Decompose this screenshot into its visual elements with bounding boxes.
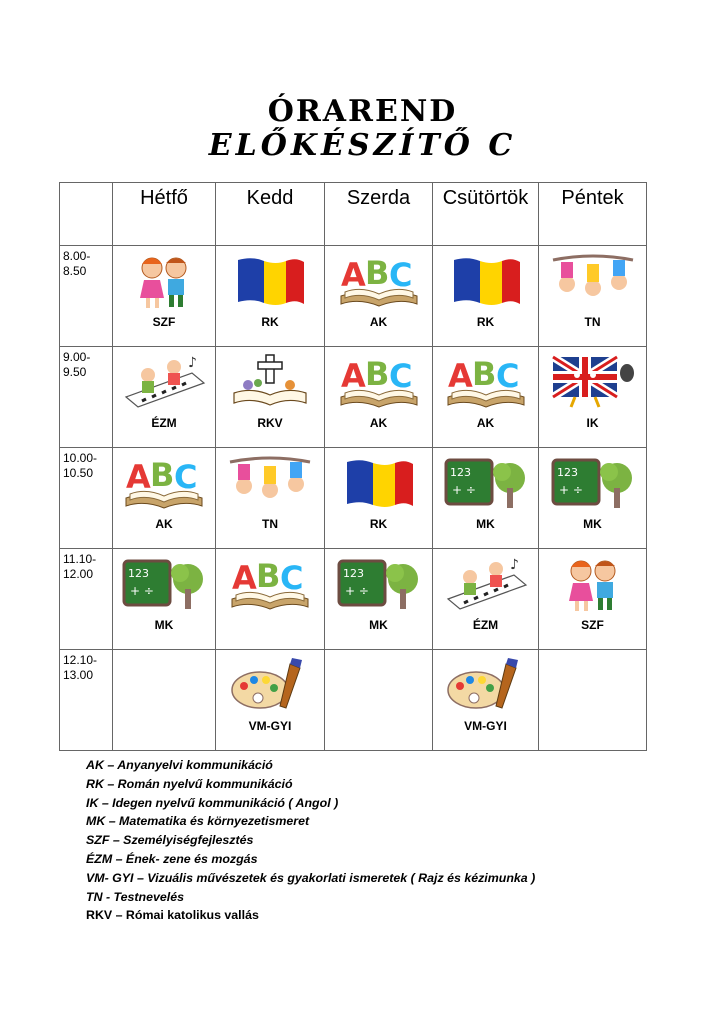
math-tree-icon [444,454,528,512]
timetable-row [60,347,647,448]
lesson-cell [216,448,325,549]
subject-code: IK [586,416,599,430]
lesson-cell [216,246,325,347]
lesson-cell [325,650,433,751]
subject-code: VM-GYI [248,719,292,733]
svg-text:123: 123 [449,466,471,479]
lesson-cell [433,549,539,650]
music-kids-icon [122,353,206,411]
timetable-row [60,448,647,549]
svg-text:A: A [340,357,366,395]
lesson-cell [539,246,647,347]
music-kids-icon [444,555,528,613]
legend-item: MK – Matematika és környezetismeret [86,814,310,829]
lesson-cell [113,246,216,347]
lesson-cell [539,549,647,650]
legend-item: RKV – Római katolikus vallás [86,908,259,923]
romanian-flag-icon [337,454,421,512]
subject-code: VM-GYI [464,719,507,733]
svg-text:A: A [447,357,473,395]
svg-text:123: 123 [342,567,364,580]
lesson-cell [539,448,647,549]
lesson-cell [113,549,216,650]
legend [86,756,535,925]
svg-text:+ ÷: + ÷ [558,483,583,497]
svg-text:C: C [388,256,412,294]
day-header: Hétfő [113,183,216,246]
svg-text:C: C [280,559,304,597]
abc-book-icon [122,454,206,512]
time-column-header [60,183,113,246]
svg-text:+ ÷: + ÷ [344,584,369,598]
svg-text:B: B [256,557,281,595]
abc-book-icon [228,555,312,613]
time-slot: 12.10- 13.00 [60,650,113,751]
subject-code: RKV [257,416,283,430]
abc-book-icon [337,252,421,310]
timetable-header-row [60,183,647,246]
lesson-cell [433,650,539,751]
svg-text:B: B [364,254,389,292]
legend-item: VM- GYI – Vizuális művészetek és gyakorlati ismeretek ( Rajz és kézimunka ) [86,870,536,885]
timetable-row [60,549,647,650]
lesson-cell [216,650,325,751]
lesson-cell [325,246,433,347]
abc-book-icon [444,353,528,411]
romanian-flag-icon [444,252,528,310]
svg-text:C: C [174,458,198,496]
timetable-row [60,650,647,751]
svg-text:C: C [388,357,412,395]
subject-code: AK [476,416,495,430]
legend-item: RK – Román nyelvű kommunikáció [86,776,293,791]
svg-text:123: 123 [128,567,149,580]
legend-item: TN - Testnevelés [86,889,185,904]
subject-code: RK [261,315,279,329]
page-title: ÓRAREND [267,94,458,129]
subject-code: ÉZM [151,416,177,430]
paint-palette-icon [444,656,528,714]
math-tree-icon [122,555,206,613]
svg-text:B: B [150,456,175,494]
romanian-flag-icon [228,252,312,310]
lesson-cell [325,549,433,650]
abc-book-icon [337,353,421,411]
legend-item: ÉZM – Ének- zene és mozgás [86,851,258,866]
lesson-cell [216,347,325,448]
lesson-cell [433,347,539,448]
svg-text:♪: ♪ [509,557,519,573]
subject-code: MK [476,517,495,531]
subject-code: ÉZM [472,618,499,632]
time-slot: 9.00- 9.50 [60,347,113,448]
paint-palette-icon [228,656,312,714]
subject-code: RK [476,315,495,329]
subject-code: RK [369,517,388,531]
subject-code: MK [154,618,174,632]
friends-icon [551,555,635,613]
friends-icon [122,252,206,310]
day-header: Csütörtök [433,183,539,246]
lesson-cell [113,650,216,751]
timetable [59,182,647,751]
lesson-cell [433,246,539,347]
math-tree-icon [551,454,635,512]
lesson-cell [325,347,433,448]
svg-text:A: A [232,559,257,597]
subject-code: SZF [581,618,604,632]
class-subtitle: ELŐKÉSZÍTŐ C [208,128,517,163]
svg-text:+ ÷: + ÷ [130,584,154,598]
lesson-cell [539,650,647,751]
svg-text:♪: ♪ [188,355,197,371]
kids-exercise-icon [228,454,312,512]
subject-code: SZF [152,315,176,329]
day-header: Kedd [216,183,325,246]
subject-code: MK [369,618,388,632]
svg-text:+ ÷: + ÷ [451,483,476,497]
lesson-cell [113,448,216,549]
subject-code: TN [262,517,278,531]
math-tree-icon [337,555,421,613]
lesson-cell [539,347,647,448]
svg-text:B: B [364,355,389,393]
svg-text:C: C [495,357,519,395]
legend-item: SZF – Személyiségfejlesztés [86,833,254,848]
time-slot: 11.10- 12.00 [60,549,113,650]
uk-flag-icon [551,353,635,411]
svg-text:A: A [340,256,366,294]
subject-code: AK [369,315,388,329]
lesson-cell [325,448,433,549]
subject-code: MK [583,517,602,531]
day-header: Péntek [539,183,647,246]
svg-text:123: 123 [556,466,578,479]
svg-text:A: A [126,458,151,496]
time-slot: 8.00- 8.50 [60,246,113,347]
svg-text:B: B [471,355,496,393]
lesson-cell [113,347,216,448]
lesson-cell [433,448,539,549]
subject-code: AK [369,416,388,430]
subject-code: TN [584,315,601,329]
day-header: Szerda [325,183,433,246]
time-slot: 10.00- 10.50 [60,448,113,549]
timetable-row [60,246,647,347]
legend-item: AK – Anyanyelvi kommunikáció [86,758,273,772]
subject-code: AK [155,517,173,531]
bible-cross-icon [228,353,312,411]
kids-exercise-icon [551,252,635,310]
lesson-cell [216,549,325,650]
legend-item: IK – Idegen nyelvű kommunikáció ( Angol ) [86,795,339,810]
